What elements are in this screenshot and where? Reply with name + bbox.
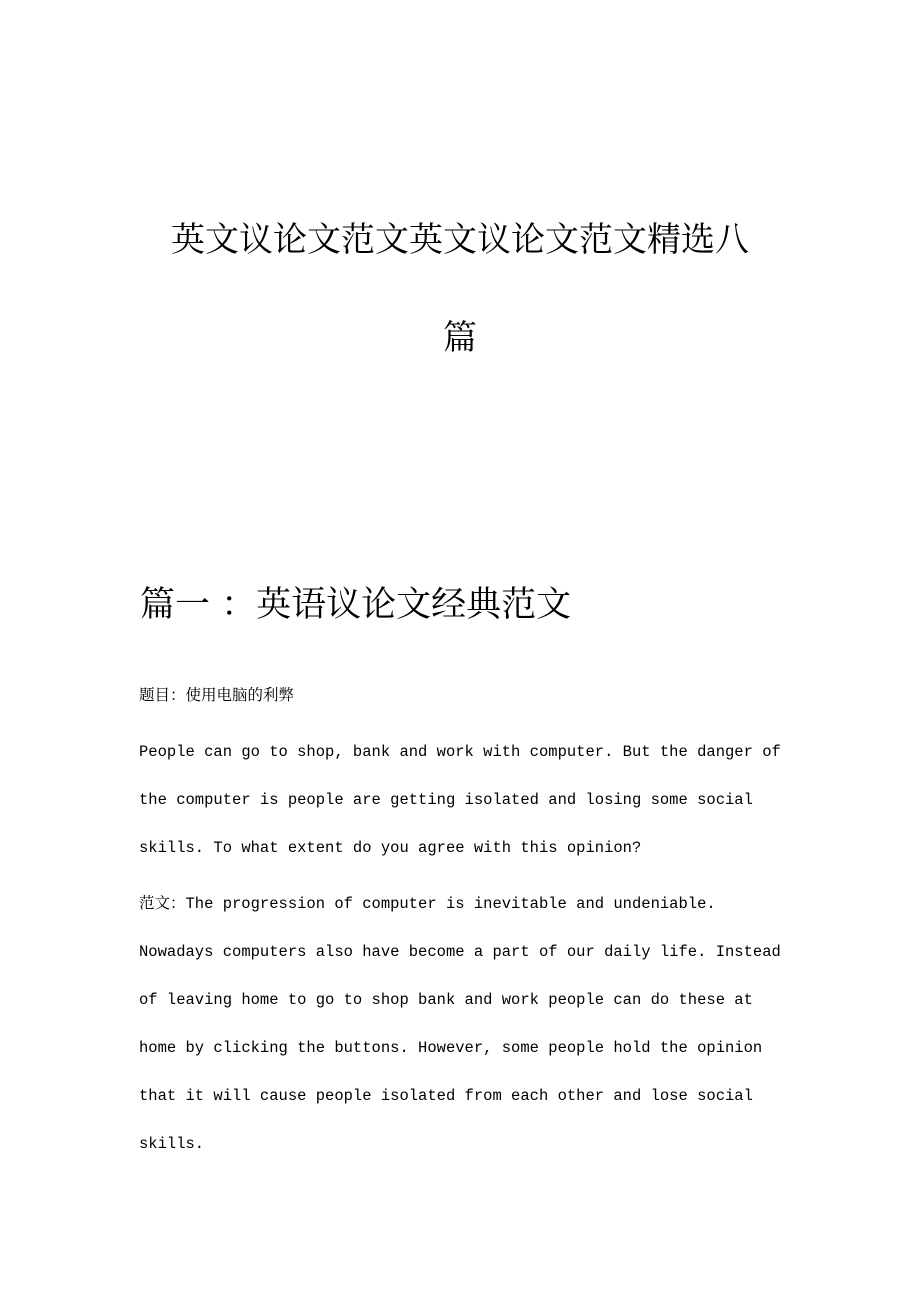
prompt-line-3: skills. To what extent do you agree with this opinion? [139,839,642,857]
essay-line-4: home by clicking the buttons. However, some people hold the opinion [139,1039,763,1057]
prompt-line-1: People can go to shop, bank and work with computer. But the danger of [139,743,781,761]
document-title-line-1: 英文议论文范文英文议论文范文精选八 [171,220,749,260]
section-heading: 篇一 ：英语议论文经典范文 [140,585,572,625]
essay-line-6: skills. [139,1135,205,1153]
essay-line-2: Nowadays computers also have become a part of our daily life. Instead [139,943,781,961]
topic-line: 题目：使用电脑的利弊 [139,687,295,705]
document-title-line-2: 篇 [443,318,477,358]
essay-line-3: of leaving home to go to shop bank and work people can do these at [139,991,753,1009]
prompt-line-2: the computer is people are getting isolated and losing some social [139,791,753,809]
essay-line-5: that it will cause people isolated from each other and lose social [139,1087,753,1105]
essay-line-1: 范文：The progression of computer is inevitable and undeniable. [139,895,716,913]
